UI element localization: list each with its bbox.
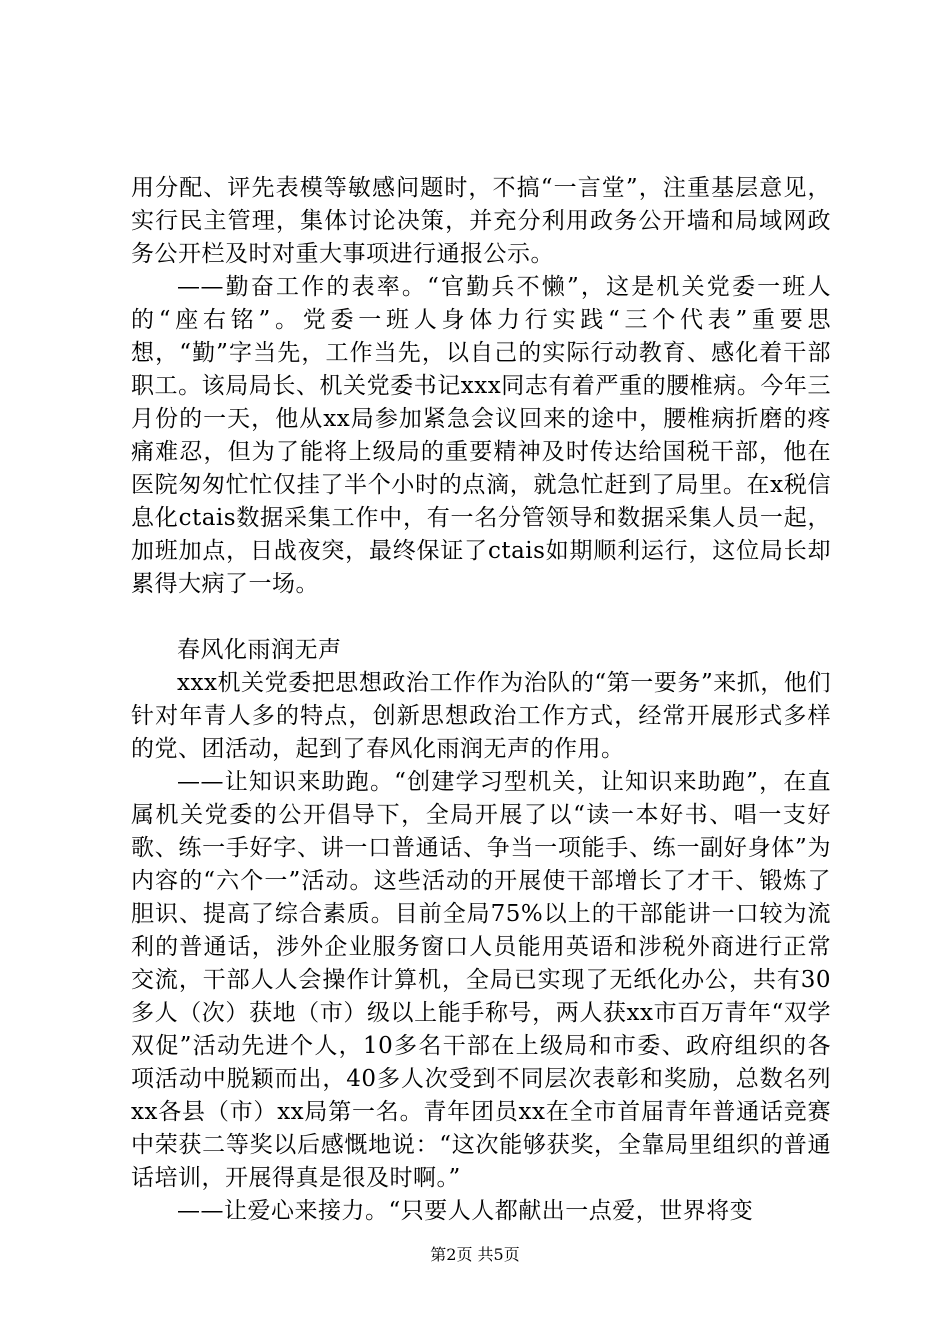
paragraph-diligence: ——勤奋工作的表率。“官勤兵不懒”，这是机关党委一班人的“座右铭”。党委一班人身体力行实践“三个代表”重要思想，“勤”字当先，工作当先，以自己的实际行动教育、感化着干部职工。该局局长、机关党委书记xxx同志有着严重的腰椎病。今年三月份的一天，他从xx局参加紧急会议回来的途中，腰椎病折磨的疼痛难忍，但为了能将上级局的重要精神及时传达给国税干部，他在医院匆匆忙忙仅挂了半个小时的点滴，就急忙赶到了局里。在x税信息化ctais数据采集工作中，有一名分管领导和数据采集人员一起，加班加点，日战夜突，最终保证了ctais如期顺利运行，这位局长却累得大病了一场。 xyxy=(131,274,831,597)
section-heading: 春风化雨润无声 xyxy=(177,637,342,663)
paragraph-spacer xyxy=(131,601,831,634)
paragraph-intro: xxx机关党委把思想政治工作作为治队的“第一要务”来抓，他们针对年青人多的特点，创新思想政治工作方式，经常开展形式多样的党、团活动，起到了春风化雨润无声的作用。 xyxy=(131,670,831,762)
page-footer: 第2页 共5页 xyxy=(430,1245,520,1264)
paragraph-continuation: 用分配、评先表模等敏感问题时，不搞“一言堂”，注重基层意见，实行民主管理，集体讨论决策，并充分利用政务公开墙和局域网政务公开栏及时对重大事项进行通报公示。 xyxy=(131,175,831,267)
paragraph-love: ——让爱心来接力。“只要人人都献出一点爱，世界将变 xyxy=(177,1198,754,1224)
paragraph-knowledge: ——让知识来助跑。“创建学习型机关，让知识来助跑”，在直属机关党委的公开倡导下，全局开展了以“读一本好书、唱一支好歌、练一手好字、讲一口普通话、争当一项能手、练一副好身体”为内容的“六个一”活动。这些活动的开展使干部增长了才干、锻炼了胆识、提高了综合素质。目前全局75%以上的干部能讲一口较为流利的普通话，涉外企业服务窗口人员能用英语和涉税外商进行正常交流，干部人人会操作计算机，全局已实现了无纸化办公，共有30多人（次）获地（市）级以上能手称号，两人获xx市百万青年“双学双促”活动先进个人，10多名干部在上级局和市委、政府组织的各项活动中脱颖而出，40多人次受到不同层次表彰和奖励，总数名列xx各县（市）xx局第一名。青年团员xx在全市首届青年普通话竞赛中荣获二等奖以后感慨地说：“这次能够获奖，全靠局里组织的普通话培训，开展得真是很及时啊。” xyxy=(131,769,831,1191)
document-body xyxy=(131,172,831,1228)
